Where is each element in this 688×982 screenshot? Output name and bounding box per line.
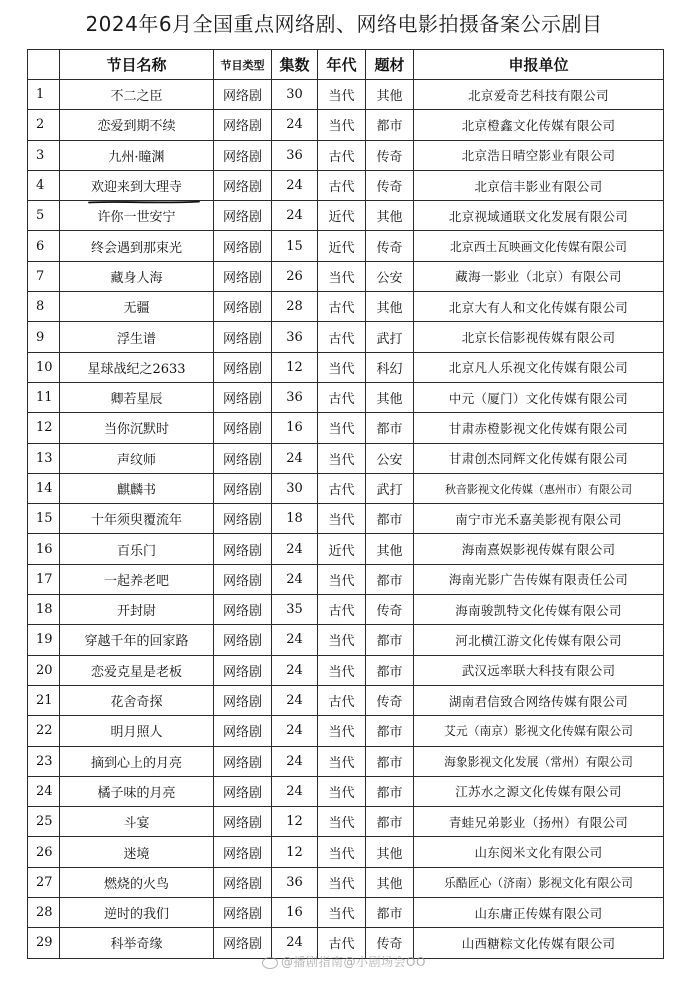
cell-era: 当代 bbox=[318, 352, 366, 382]
cell-era: 当代 bbox=[318, 413, 366, 443]
cell-index: 29 bbox=[28, 928, 60, 958]
cell-applicant: 艾元（南京）影视文化传媒有限公司 bbox=[414, 716, 664, 746]
cell-era: 当代 bbox=[318, 504, 366, 534]
cell-program-name: 当你沉默时 bbox=[60, 413, 214, 443]
cell-applicant: 甘肃赤橙影视文化传媒有限公司 bbox=[414, 413, 664, 443]
cell-index: 26 bbox=[28, 837, 60, 867]
cell-theme: 都市 bbox=[366, 504, 414, 534]
cell-program-type: 网络剧 bbox=[214, 322, 272, 352]
cell-episodes: 24 bbox=[272, 716, 318, 746]
cell-theme: 传奇 bbox=[366, 928, 414, 958]
table-row bbox=[28, 776, 664, 806]
cell-program-type: 网络剧 bbox=[214, 807, 272, 837]
table-row bbox=[28, 504, 664, 534]
cell-program-type: 网络剧 bbox=[214, 776, 272, 806]
cell-index: 24 bbox=[28, 776, 60, 806]
cell-index: 3 bbox=[28, 140, 60, 170]
header-episodes: 集数 bbox=[272, 50, 318, 80]
table-row bbox=[28, 564, 664, 594]
cell-applicant: 北京浩日晴空影业有限公司 bbox=[414, 140, 664, 170]
cell-episodes: 24 bbox=[272, 776, 318, 806]
header-theme: 题材 bbox=[366, 50, 414, 80]
cell-program-type: 网络剧 bbox=[214, 595, 272, 625]
cell-program-type: 网络剧 bbox=[214, 504, 272, 534]
cell-episodes: 30 bbox=[272, 473, 318, 503]
cell-program-name: 橘子味的月亮 bbox=[60, 776, 214, 806]
cell-episodes: 24 bbox=[272, 746, 318, 776]
cell-applicant: 海象影视文化发展（常州）有限公司 bbox=[414, 746, 664, 776]
cell-program-type: 网络剧 bbox=[214, 625, 272, 655]
cell-program-name: 科举奇缘 bbox=[60, 928, 214, 958]
cell-index: 19 bbox=[28, 625, 60, 655]
cell-theme: 都市 bbox=[366, 625, 414, 655]
cell-program-name: 百乐门 bbox=[60, 534, 214, 564]
table-row bbox=[28, 413, 664, 443]
cell-index: 9 bbox=[28, 322, 60, 352]
cell-era: 当代 bbox=[318, 837, 366, 867]
cell-index: 1 bbox=[28, 80, 60, 110]
table-row bbox=[28, 231, 664, 261]
cell-episodes: 16 bbox=[272, 898, 318, 928]
cell-program-name: 许你一世安宁 bbox=[60, 201, 214, 231]
cell-index: 18 bbox=[28, 595, 60, 625]
table-row bbox=[28, 595, 664, 625]
cell-index: 27 bbox=[28, 867, 60, 897]
cell-applicant: 山西糖粽文化传媒有限公司 bbox=[414, 928, 664, 958]
cell-era: 古代 bbox=[318, 322, 366, 352]
cell-era: 当代 bbox=[318, 655, 366, 685]
cell-program-type: 网络剧 bbox=[214, 898, 272, 928]
cell-program-type: 网络剧 bbox=[214, 140, 272, 170]
cell-theme: 其他 bbox=[366, 534, 414, 564]
cell-theme: 都市 bbox=[366, 776, 414, 806]
cell-theme: 都市 bbox=[366, 746, 414, 776]
cell-episodes: 24 bbox=[272, 928, 318, 958]
cell-episodes: 24 bbox=[272, 110, 318, 140]
cell-episodes: 12 bbox=[272, 837, 318, 867]
cell-applicant: 乐酷匠心（济南）影视文化有限公司 bbox=[414, 867, 664, 897]
table-row bbox=[28, 140, 664, 170]
cell-program-name: 恋爱到期不续 bbox=[60, 110, 214, 140]
cell-era: 当代 bbox=[318, 443, 366, 473]
cell-era: 古代 bbox=[318, 382, 366, 412]
cell-applicant: 北京信丰影业有限公司 bbox=[414, 170, 664, 200]
cell-theme: 传奇 bbox=[366, 140, 414, 170]
cell-episodes: 30 bbox=[272, 80, 318, 110]
cell-theme: 其他 bbox=[366, 201, 414, 231]
cell-era: 古代 bbox=[318, 928, 366, 958]
cell-program-name: 一起养老吧 bbox=[60, 564, 214, 594]
cell-applicant: 北京视域通联文化发展有限公司 bbox=[414, 201, 664, 231]
cell-index: 22 bbox=[28, 716, 60, 746]
cell-program-name: 声纹师 bbox=[60, 443, 214, 473]
cell-program-type: 网络剧 bbox=[214, 746, 272, 776]
table-row bbox=[28, 625, 664, 655]
cell-program-type: 网络剧 bbox=[214, 413, 272, 443]
table-row bbox=[28, 110, 664, 140]
cell-program-type: 网络剧 bbox=[214, 110, 272, 140]
cell-applicant: 海南熹娱影视传媒有限公司 bbox=[414, 534, 664, 564]
cell-program-name: 穿越千年的回家路 bbox=[60, 625, 214, 655]
header-program-type: 节目类型 bbox=[214, 50, 272, 80]
cell-program-type: 网络剧 bbox=[214, 170, 272, 200]
table-row bbox=[28, 898, 664, 928]
table-header-row bbox=[28, 50, 664, 80]
cell-era: 古代 bbox=[318, 595, 366, 625]
cell-episodes: 36 bbox=[272, 867, 318, 897]
cell-index: 6 bbox=[28, 231, 60, 261]
cell-program-name: 十年须臾覆流年 bbox=[60, 504, 214, 534]
cell-theme: 传奇 bbox=[366, 170, 414, 200]
cell-theme: 传奇 bbox=[366, 231, 414, 261]
cell-era: 古代 bbox=[318, 685, 366, 715]
cell-episodes: 24 bbox=[272, 655, 318, 685]
cell-index: 4 bbox=[28, 170, 60, 200]
table-row bbox=[28, 746, 664, 776]
cell-program-type: 网络剧 bbox=[214, 382, 272, 412]
cell-theme: 都市 bbox=[366, 413, 414, 443]
cell-index: 17 bbox=[28, 564, 60, 594]
cell-episodes: 24 bbox=[272, 685, 318, 715]
cell-theme: 都市 bbox=[366, 655, 414, 685]
cell-episodes: 28 bbox=[272, 292, 318, 322]
cell-era: 当代 bbox=[318, 716, 366, 746]
cell-program-name: 卿若星辰 bbox=[60, 382, 214, 412]
cell-theme: 其他 bbox=[366, 292, 414, 322]
cell-index: 14 bbox=[28, 473, 60, 503]
cell-episodes: 24 bbox=[272, 564, 318, 594]
cell-index: 28 bbox=[28, 898, 60, 928]
cell-program-name: 燃烧的火鸟 bbox=[60, 867, 214, 897]
cell-applicant: 甘肃创杰同辉文化传媒有限公司 bbox=[414, 443, 664, 473]
cell-index: 16 bbox=[28, 534, 60, 564]
cell-program-name: 不二之臣 bbox=[60, 80, 214, 110]
cell-era: 古代 bbox=[318, 140, 366, 170]
cell-applicant: 北京凡人乐视文化传媒有限公司 bbox=[414, 352, 664, 382]
cell-era: 近代 bbox=[318, 231, 366, 261]
cell-episodes: 15 bbox=[272, 231, 318, 261]
cell-program-type: 网络剧 bbox=[214, 80, 272, 110]
cell-theme: 武打 bbox=[366, 322, 414, 352]
cell-program-name: 迷境 bbox=[60, 837, 214, 867]
cell-program-type: 网络剧 bbox=[214, 292, 272, 322]
cell-era: 当代 bbox=[318, 807, 366, 837]
table-row bbox=[28, 685, 664, 715]
cell-index: 2 bbox=[28, 110, 60, 140]
cell-episodes: 24 bbox=[272, 201, 318, 231]
cell-index: 25 bbox=[28, 807, 60, 837]
watermark bbox=[262, 953, 426, 970]
cell-program-name: 九州·瞳渊 bbox=[60, 140, 214, 170]
cell-applicant: 海南骏凯特文化传媒有限公司 bbox=[414, 595, 664, 625]
cell-program-name: 花舍奇探 bbox=[60, 685, 214, 715]
cell-applicant: 中元（厦门）文化传媒有限公司 bbox=[414, 382, 664, 412]
cell-theme: 科幻 bbox=[366, 352, 414, 382]
table-row bbox=[28, 807, 664, 837]
cell-episodes: 12 bbox=[272, 807, 318, 837]
cell-applicant: 山东庸正传媒有限公司 bbox=[414, 898, 664, 928]
table-body bbox=[28, 80, 664, 959]
cell-applicant: 北京长信影视传媒有限公司 bbox=[414, 322, 664, 352]
cell-theme: 传奇 bbox=[366, 685, 414, 715]
cell-episodes: 36 bbox=[272, 382, 318, 412]
cell-era: 古代 bbox=[318, 292, 366, 322]
cell-episodes: 12 bbox=[272, 352, 318, 382]
table-row bbox=[28, 867, 664, 897]
watermark-text: @播剧指南@小剧场会OO bbox=[281, 955, 426, 969]
table-row bbox=[28, 170, 664, 200]
cell-theme: 其他 bbox=[366, 867, 414, 897]
cell-program-type: 网络剧 bbox=[214, 716, 272, 746]
cell-era: 当代 bbox=[318, 776, 366, 806]
cell-era: 当代 bbox=[318, 110, 366, 140]
cell-applicant: 山东阅米文化有限公司 bbox=[414, 837, 664, 867]
cell-program-type: 网络剧 bbox=[214, 231, 272, 261]
cell-era: 当代 bbox=[318, 261, 366, 291]
table-row bbox=[28, 80, 664, 110]
cell-episodes: 24 bbox=[272, 170, 318, 200]
cell-era: 当代 bbox=[318, 898, 366, 928]
cell-episodes: 24 bbox=[272, 534, 318, 564]
cell-theme: 武打 bbox=[366, 473, 414, 503]
cell-applicant: 湖南君信致合网络传媒有限公司 bbox=[414, 685, 664, 715]
cell-episodes: 18 bbox=[272, 504, 318, 534]
cell-era: 当代 bbox=[318, 746, 366, 776]
header-program-name: 节目名称 bbox=[60, 50, 214, 80]
cell-index: 7 bbox=[28, 261, 60, 291]
cell-index: 12 bbox=[28, 413, 60, 443]
cell-index: 8 bbox=[28, 292, 60, 322]
cell-theme: 其他 bbox=[366, 80, 414, 110]
cell-program-name: 恋爱克星是老板 bbox=[60, 655, 214, 685]
cell-program-type: 网络剧 bbox=[214, 534, 272, 564]
cell-applicant: 藏海一影业（北京）有限公司 bbox=[414, 261, 664, 291]
cell-program-name: 斗宴 bbox=[60, 807, 214, 837]
cell-index: 10 bbox=[28, 352, 60, 382]
cell-program-name: 藏身人海 bbox=[60, 261, 214, 291]
page-title: 2024年6月全国重点网络剧、网络电影拍摄备案公示剧目 bbox=[85, 12, 603, 36]
cell-applicant: 南宁市光禾嘉美影视有限公司 bbox=[414, 504, 664, 534]
table-row bbox=[28, 443, 664, 473]
cell-program-name: 无疆 bbox=[60, 292, 214, 322]
cell-program-type: 网络剧 bbox=[214, 352, 272, 382]
cell-program-name: 摘到心上的月亮 bbox=[60, 746, 214, 776]
cell-applicant: 北京爱奇艺科技有限公司 bbox=[414, 80, 664, 110]
cell-applicant: 海南光影广告传媒有限责任公司 bbox=[414, 564, 664, 594]
cell-program-type: 网络剧 bbox=[214, 837, 272, 867]
cell-program-type: 网络剧 bbox=[214, 928, 272, 958]
cell-program-type: 网络剧 bbox=[214, 685, 272, 715]
cell-program-name: 终会遇到那束光 bbox=[60, 231, 214, 261]
cell-episodes: 16 bbox=[272, 413, 318, 443]
table-row bbox=[28, 655, 664, 685]
cell-index: 21 bbox=[28, 685, 60, 715]
cell-era: 当代 bbox=[318, 625, 366, 655]
cell-applicant: 武汉远率联大科技有限公司 bbox=[414, 655, 664, 685]
cell-program-name: 开封尉 bbox=[60, 595, 214, 625]
table-row bbox=[28, 352, 664, 382]
header-era: 年代 bbox=[318, 50, 366, 80]
cell-program-type: 网络剧 bbox=[214, 201, 272, 231]
table-row bbox=[28, 292, 664, 322]
cell-applicant: 河北横江游文化传媒有限公司 bbox=[414, 625, 664, 655]
cell-program-name: 欢迎来到大理寺 bbox=[60, 170, 214, 200]
cell-applicant: 北京大有人和文化传媒有限公司 bbox=[414, 292, 664, 322]
weibo-icon bbox=[262, 957, 278, 969]
cell-index: 13 bbox=[28, 443, 60, 473]
cell-theme: 都市 bbox=[366, 807, 414, 837]
cell-applicant: 青蛙兄弟影业（扬州）有限公司 bbox=[414, 807, 664, 837]
cell-program-name: 逆时的我们 bbox=[60, 898, 214, 928]
cell-program-name: 麒麟书 bbox=[60, 473, 214, 503]
cell-theme: 公安 bbox=[366, 261, 414, 291]
cell-theme: 公安 bbox=[366, 443, 414, 473]
cell-era: 当代 bbox=[318, 564, 366, 594]
cell-theme: 都市 bbox=[366, 110, 414, 140]
cell-era: 古代 bbox=[318, 473, 366, 503]
cell-index: 5 bbox=[28, 201, 60, 231]
header-applicant: 申报单位 bbox=[414, 50, 664, 80]
cell-episodes: 36 bbox=[272, 322, 318, 352]
cell-index: 15 bbox=[28, 504, 60, 534]
cell-program-name: 浮生谱 bbox=[60, 322, 214, 352]
cell-index: 20 bbox=[28, 655, 60, 685]
cell-era: 近代 bbox=[318, 201, 366, 231]
cell-index: 11 bbox=[28, 382, 60, 412]
cell-theme: 其他 bbox=[366, 382, 414, 412]
table-row bbox=[28, 534, 664, 564]
cell-program-name: 明月照人 bbox=[60, 716, 214, 746]
table-row bbox=[28, 837, 664, 867]
table-row bbox=[28, 322, 664, 352]
table-row bbox=[28, 716, 664, 746]
cell-index: 23 bbox=[28, 746, 60, 776]
header-index bbox=[28, 50, 60, 80]
table-row bbox=[28, 473, 664, 503]
cell-episodes: 35 bbox=[272, 595, 318, 625]
cell-episodes: 26 bbox=[272, 261, 318, 291]
cell-era: 古代 bbox=[318, 170, 366, 200]
cell-era: 当代 bbox=[318, 867, 366, 897]
cell-program-type: 网络剧 bbox=[214, 443, 272, 473]
table-row bbox=[28, 201, 664, 231]
cell-program-type: 网络剧 bbox=[214, 473, 272, 503]
cell-era: 当代 bbox=[318, 80, 366, 110]
cell-applicant: 秋音影视文化传媒（惠州市）有限公司 bbox=[414, 473, 664, 503]
cell-program-type: 网络剧 bbox=[214, 655, 272, 685]
table-row bbox=[28, 261, 664, 291]
cell-theme: 都市 bbox=[366, 716, 414, 746]
cell-theme: 都市 bbox=[366, 898, 414, 928]
cell-episodes: 24 bbox=[272, 625, 318, 655]
cell-theme: 都市 bbox=[366, 564, 414, 594]
cell-applicant: 北京橙鑫文化传媒有限公司 bbox=[414, 110, 664, 140]
cell-program-type: 网络剧 bbox=[214, 564, 272, 594]
filing-table bbox=[27, 49, 664, 959]
cell-episodes: 24 bbox=[272, 443, 318, 473]
handwritten-underline bbox=[88, 199, 200, 205]
cell-applicant: 北京西土瓦映画文化传媒有限公司 bbox=[414, 231, 664, 261]
cell-theme: 其他 bbox=[366, 837, 414, 867]
cell-applicant: 江苏水之源文化传媒有限公司 bbox=[414, 776, 664, 806]
table-row bbox=[28, 382, 664, 412]
cell-theme: 传奇 bbox=[366, 595, 414, 625]
cell-program-name: 星球战纪之2633 bbox=[60, 352, 214, 382]
cell-era: 近代 bbox=[318, 534, 366, 564]
cell-episodes: 36 bbox=[272, 140, 318, 170]
cell-program-type: 网络剧 bbox=[214, 867, 272, 897]
cell-program-type: 网络剧 bbox=[214, 261, 272, 291]
